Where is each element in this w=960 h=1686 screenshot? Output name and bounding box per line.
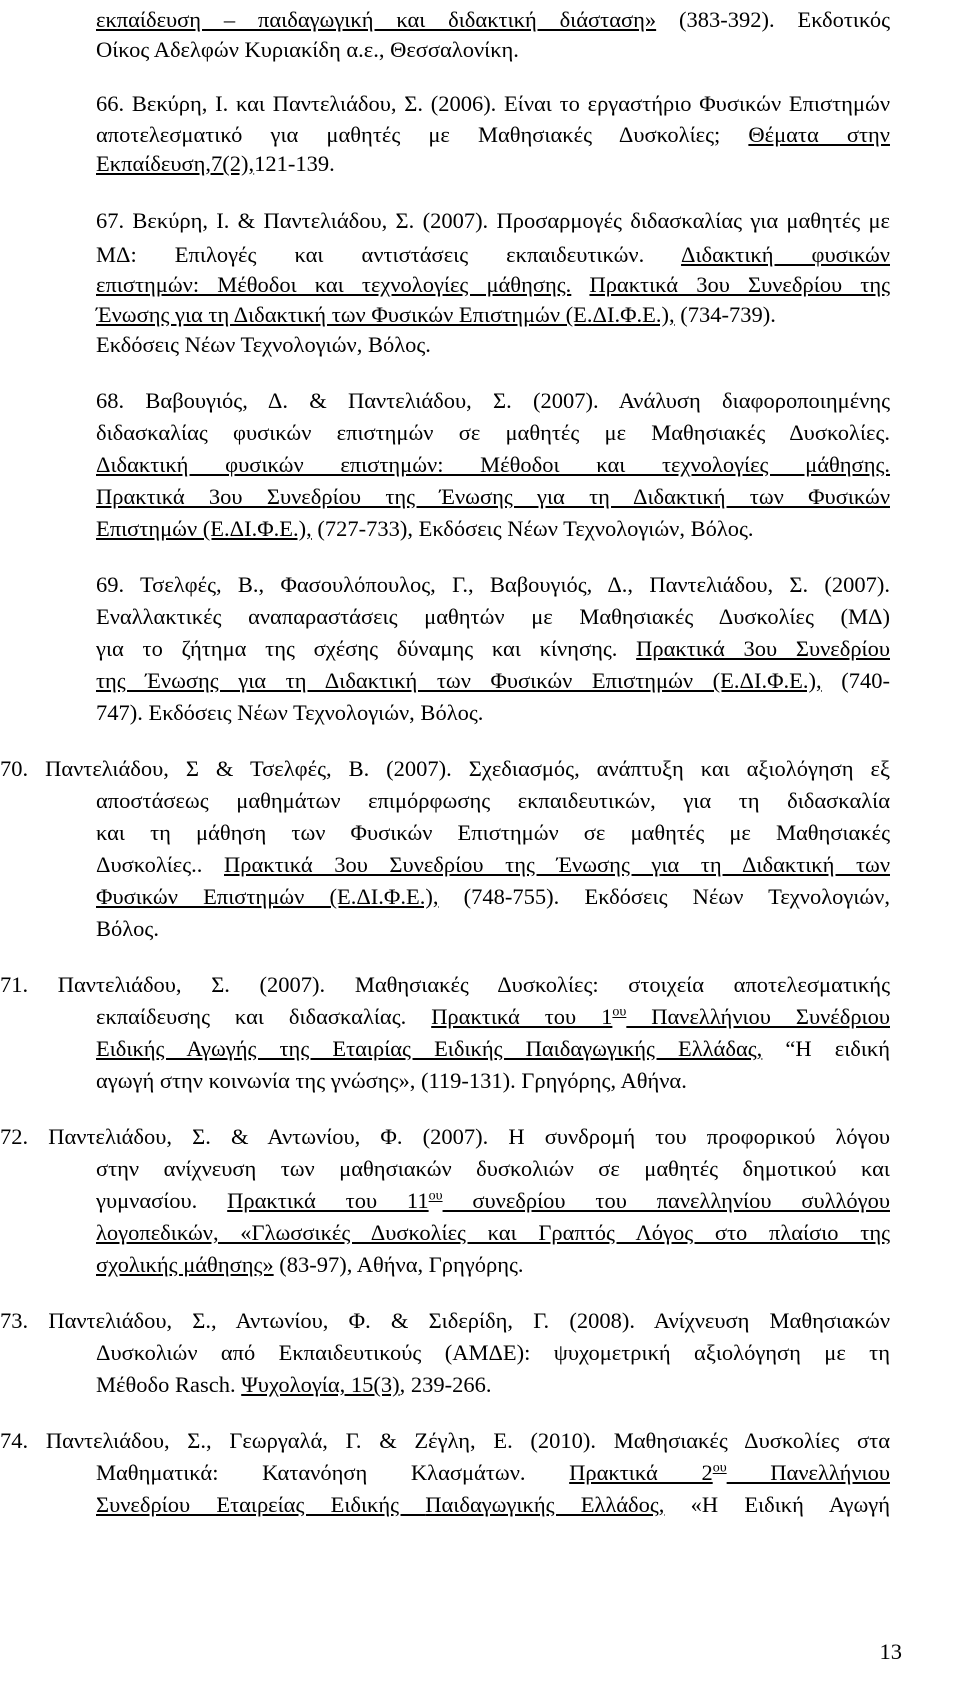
text-segment: γυμνασίου. [96, 1188, 228, 1213]
reference-line [96, 330, 431, 360]
text-segment: αποτελεσματικό για μαθητές με Μαθησιακές Δυσκολίες; [96, 122, 749, 147]
superscript-text: ου [428, 1188, 443, 1204]
underlined-text: Πρακτικά 3ου Συνεδρίου [636, 636, 890, 661]
text-segment: 67. Βεκύρη, Ι. & Παντελιάδου, Σ. (2007). Προσαρμογές διδασκαλίας για μαθητές με [96, 208, 890, 233]
underlined-text: Διδακτική φυσικών επιστημών: Μέθοδοι και τεχνολογίες μάθησης. [96, 452, 890, 477]
reference-line [96, 300, 776, 330]
text-segment: “Η ειδική [762, 1036, 890, 1061]
underlined-text: Επιστημών (Ε.ΔΙ.Φ.Ε.), [96, 516, 312, 541]
reference-line [96, 1250, 524, 1280]
reference-line [96, 149, 335, 179]
text-segment: στην ανίχνευση των μαθησιακών δυσκολιών σε μαθητές δημοτικού και [96, 1156, 890, 1181]
reference-line [96, 786, 890, 816]
reference-line [0, 1122, 890, 1152]
text-segment: διδασκαλίας φυσικών επιστημών σε μαθητές με Μαθησιακές Δυσκολίες. [96, 420, 890, 445]
underlined-text: της Ένωσης για τη Διδακτική των Φυσικών Επιστημών (Ε.ΔΙ.Φ.Ε.), [96, 668, 822, 693]
reference-line [0, 754, 890, 784]
superscript-text: ου [712, 1460, 727, 1476]
reference-line [96, 1186, 890, 1216]
reference-line [0, 1426, 890, 1456]
reference-line [96, 450, 890, 480]
text-segment: Οίκος Αδελφών Κυριακίδη α.ε., Θεσσαλονίκη. [96, 37, 519, 62]
reference-line [96, 270, 890, 300]
reference-line [96, 602, 890, 632]
underlined-text: συνεδρίου του πανελληνίου συλλόγου [442, 1188, 890, 1213]
text-segment: Μαθηματικά: Κατανόηση Κλασμάτων. [96, 1460, 570, 1485]
text-segment: 66. Βεκύρη, Ι. και Παντελιάδου, Σ. (2006). Είναι το εργαστήριο Φυσικών Επιστημών [96, 91, 890, 116]
reference-line [96, 1458, 890, 1488]
reference-line [96, 240, 890, 270]
text-segment: 74. Παντελιάδου, Σ., Γεωργαλά, Γ. & Ζέγλη, Ε. (2010). Μαθησιακές Δυσκολίες στα [0, 1428, 890, 1453]
text-segment [571, 272, 589, 297]
text-segment: 69. Τσελφές, Β., Φασουλόπουλος, Γ., Βαβουγιός, Δ., Παντελιάδου, Σ. (2007). [96, 572, 890, 597]
text-segment: 73. Παντελιάδου, Σ., Αντωνίου, Φ. & Σιδερίδη, Γ. (2008). Ανίχνευση Μαθησιακών [0, 1308, 890, 1333]
text-segment: (83-97), Αθήνα, Γρηγόρης. [273, 1252, 524, 1277]
reference-line [96, 1002, 890, 1032]
text-segment: 70. Παντελιάδου, Σ & Τσελφές, Β. (2007). Σχεδιασμός, ανάπτυξη και αξιολόγηση εξ [0, 756, 890, 781]
reference-line [0, 1306, 890, 1336]
text-segment: Δυσκολίες.. [96, 852, 224, 877]
underlined-text: Συνεδρίου Εταιρείας Ειδικής [96, 1492, 426, 1517]
underlined-text: Πανελλήνιου [726, 1460, 890, 1485]
reference-line [96, 206, 890, 236]
text-segment: αποστάσεως μαθημάτων επιμόρφωσης εκπαιδευτικών, για τη διδασκαλία [96, 788, 890, 813]
text-segment: 72. Παντελιάδου, Σ. & Αντωνίου, Φ. (2007). Η συνδρομή του προφορικού λόγου [0, 1124, 890, 1149]
text-segment: Εκδόσεις Νέων Τεχνολογιών, Βόλος. [96, 332, 431, 357]
text-segment: και τη μάθηση των Φυσικών Επιστημών σε μαθητές με Μαθησιακές [96, 820, 890, 845]
text-segment: Εναλλακτικές αναπαραστάσεις μαθητών με Μαθησιακές Δυσκολίες (ΜΔ) [96, 604, 890, 629]
reference-line [96, 89, 890, 119]
reference-line [96, 818, 890, 848]
reference-line [96, 1154, 890, 1184]
underlined-text: σχολικής μάθησης» [96, 1252, 274, 1277]
underlined-text: επιστημών: Μέθοδοι και τεχνολογίες μάθησης. [96, 272, 572, 297]
text-segment: 71. Παντελιάδου, Σ. (2007). Μαθησιακές Δυσκολίες: στοιχεία αποτελεσματικής [0, 972, 890, 997]
text-segment: (740- [821, 668, 890, 693]
text-segment: (748-755). Εκδόσεις Νέων Τεχνολογιών, [438, 884, 890, 909]
reference-line [96, 482, 890, 512]
text-segment: εκπαίδευσης και διδασκαλίας. [96, 1004, 432, 1029]
superscript-text: ου [612, 1004, 627, 1020]
reference-line [96, 882, 890, 912]
underlined-text: Πανελλήνιου Συνέδριου [626, 1004, 890, 1029]
underlined-text: Πρακτικά 3ου Συνεδρίου της [589, 272, 890, 297]
reference-line [96, 1066, 687, 1096]
text-segment: (734-739). [674, 302, 776, 327]
reference-line [96, 514, 754, 544]
underlined-text: Πρακτικά 3ου Συνεδρίου της Ένωσης για τη Διδακτική των Φυσικών [96, 484, 890, 509]
reference-line [96, 1370, 492, 1400]
underlined-text: Πρακτικά 3ου Συνεδρίου της Ένωσης για τη Διδακτική των [224, 852, 890, 877]
text-segment: , 239-266. [399, 1372, 492, 1397]
reference-line [96, 5, 890, 35]
text-segment: 68. Βαβουγιός, Δ. & Παντελιάδου, Σ. (2007). Ανάλυση διαφοροποιημένης [96, 388, 890, 413]
text-segment: Μέθοδο Rasch. [96, 1372, 242, 1397]
reference-line [96, 698, 483, 728]
underlined-text: Θέματα στην [748, 122, 890, 147]
underlined-text: Ψυχολογία, 15(3) [241, 1372, 400, 1397]
reference-line [96, 1490, 890, 1520]
reference-line [96, 634, 890, 664]
underlined-text: Πρακτικά του 1 [431, 1004, 613, 1029]
text-segment: Βόλος. [96, 916, 159, 941]
underlined-text: Παιδαγωγικής Ελλάδος, [425, 1492, 665, 1517]
reference-line [96, 1218, 890, 1248]
text-segment: ΜΔ: Επιλογές και αντιστάσεις εκπαιδευτικών. [96, 242, 682, 267]
underlined-text: Ένωσης για τη Διδακτική των Φυσικών Επιστημών (Ε.ΔΙ.Φ.Ε.), [96, 302, 675, 327]
underlined-text: Πρακτικά 2 [569, 1460, 713, 1485]
reference-line [96, 35, 519, 65]
text-segment: 121-139. [254, 151, 335, 176]
reference-line [96, 386, 890, 416]
reference-line [96, 666, 890, 696]
reference-line [96, 418, 890, 448]
reference-line [0, 970, 890, 1000]
text-segment: (727-733), Εκδόσεις Νέων Τεχνολογιών, Βόλος. [311, 516, 754, 541]
reference-line [96, 1034, 890, 1064]
text-segment: (383-392). Εκδοτικός [656, 7, 890, 32]
underlined-text: Φυσικών Επιστημών (Ε.ΔΙ.Φ.Ε.), [96, 884, 439, 909]
reference-line [96, 914, 159, 944]
page-number: 13 [879, 1639, 902, 1664]
underlined-text: εκπαίδευση – παιδαγωγική και διδακτική διάσταση» [96, 7, 657, 32]
underlined-text: Διδακτική φυσικών [681, 242, 890, 267]
underlined-text: Ειδικής Αγωγής της Εταιρίας Ειδικής Παιδαγωγικής Ελλάδας, [96, 1036, 763, 1061]
reference-line [96, 570, 890, 600]
text-segment: για το ζήτημα της σχέσης δύναμης και κίνησης. [96, 636, 637, 661]
text-segment: Δυσκολιών από Εκπαιδευτικούς (ΑΜΔΕ): ψυχομετρική αξιολόγηση με τη [96, 1340, 890, 1365]
text-segment: αγωγή στην κοινωνία της γνώσης», (119-131). Γρηγόρης, Αθήνα. [96, 1068, 687, 1093]
underlined-text: Πρακτικά του 11 [227, 1188, 429, 1213]
underlined-text: Εκπαίδευση,7(2), [96, 151, 255, 176]
reference-line [96, 850, 890, 880]
underlined-text: λογοπεδικών, «Γλωσσικές Δυσκολίες και Γραπτός Λόγος στο πλαίσιο της [96, 1220, 890, 1245]
text-segment: 747). Εκδόσεις Νέων Τεχνολογιών, Βόλος. [96, 700, 484, 725]
reference-line [96, 1338, 890, 1368]
text-segment: «Η Ειδική Αγωγή [664, 1492, 890, 1517]
reference-line [96, 120, 890, 150]
